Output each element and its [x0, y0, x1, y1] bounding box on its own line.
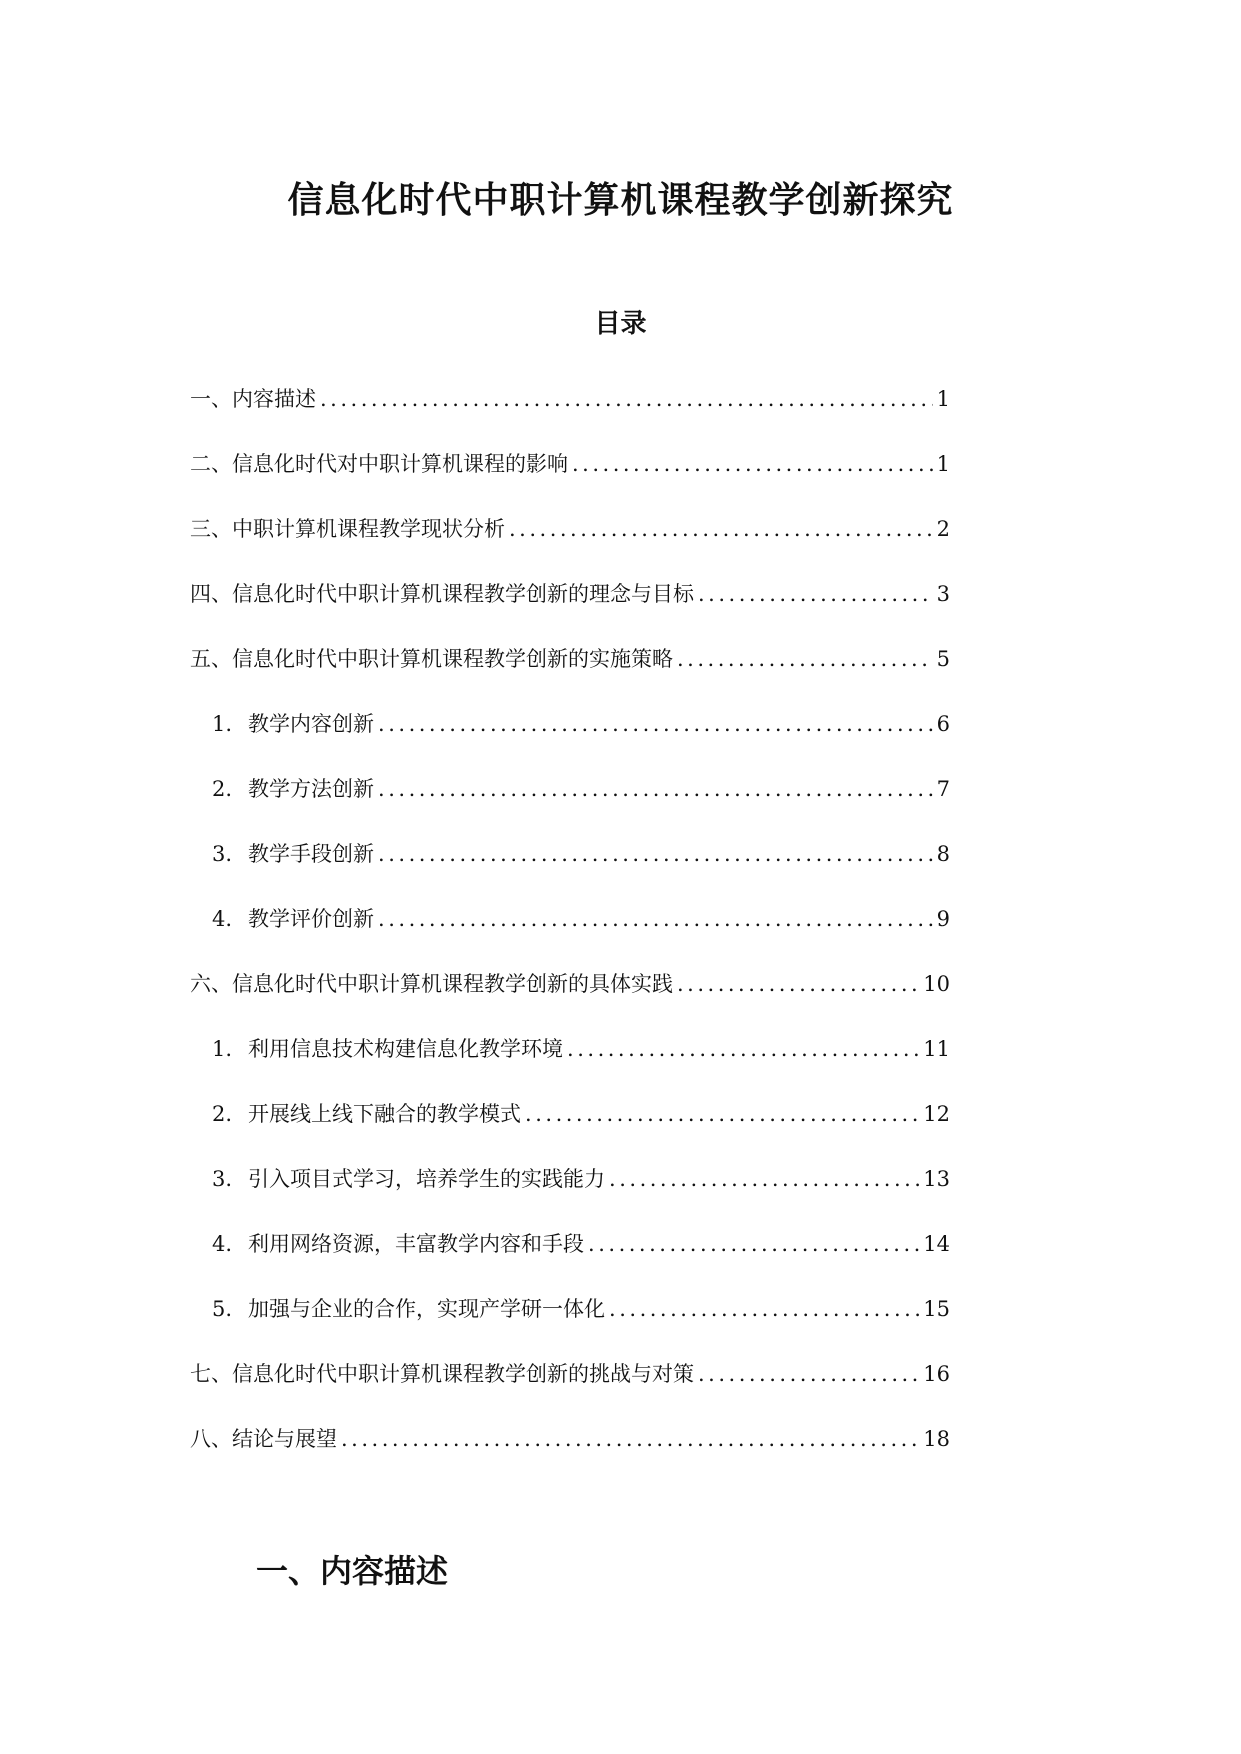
toc-entry-label: 教学评价创新 [248, 907, 375, 931]
toc-subentry[interactable] [190, 1100, 950, 1165]
toc-leader-dots [378, 710, 933, 738]
toc-entry-label: 加强与企业的合作，实现产学研一体化 [248, 1297, 606, 1321]
toc-entry-label: 二、信息化时代对中职计算机课程的影响 [190, 452, 568, 476]
toc-leader-dots [320, 385, 933, 413]
toc-entry[interactable] [190, 515, 950, 580]
toc-page-number: 15 [923, 1297, 950, 1321]
toc-leader-dots [588, 1230, 919, 1258]
toc-entry-label: 四、信息化时代中职计算机课程教学创新的理念与目标 [190, 582, 694, 606]
toc-page-number: 10 [923, 972, 950, 996]
toc-page-number: 5 [936, 647, 950, 671]
toc-subentry[interactable] [190, 840, 950, 905]
toc-page-number: 2 [936, 517, 950, 541]
toc-subentry-number: 4. [212, 1232, 233, 1256]
toc-page-number: 16 [923, 1362, 950, 1386]
toc-leader-dots [567, 1035, 919, 1063]
toc-subentry[interactable] [190, 710, 950, 775]
toc-entry-label: 一、内容描述 [190, 387, 316, 411]
table-of-contents [190, 385, 950, 1490]
toc-entry-label: 三、中职计算机课程教学现状分析 [190, 517, 505, 541]
toc-entry-label: 七、信息化时代中职计算机课程教学创新的挑战与对策 [190, 1362, 694, 1386]
toc-page-number: 12 [923, 1102, 950, 1126]
toc-entry[interactable] [190, 970, 950, 1035]
toc-subentry[interactable] [190, 1035, 950, 1100]
toc-entry-label: 利用网络资源，丰富教学内容和手段 [248, 1232, 585, 1256]
toc-page-number: 1 [936, 452, 950, 476]
toc-subentry-number: 4. [212, 907, 233, 931]
toc-leader-dots [698, 1360, 919, 1388]
toc-entry[interactable] [190, 1360, 950, 1425]
toc-subentry-number: 3. [212, 842, 233, 866]
toc-subentry[interactable] [190, 1165, 950, 1230]
toc-leader-dots [341, 1425, 919, 1453]
toc-subentry-number: 2. [212, 1102, 233, 1126]
toc-page-number: 11 [923, 1037, 950, 1061]
toc-subentry[interactable] [190, 1230, 950, 1295]
toc-leader-dots [677, 970, 919, 998]
toc-leader-dots [378, 905, 933, 933]
toc-page-number: 8 [936, 842, 950, 866]
toc-entry-label: 五、信息化时代中职计算机课程教学创新的实施策略 [190, 647, 673, 671]
toc-leader-dots [378, 775, 933, 803]
toc-subentry[interactable] [190, 905, 950, 970]
toc-leader-dots [509, 515, 933, 543]
toc-entry[interactable] [190, 385, 950, 450]
toc-subentry-number: 2. [212, 777, 233, 801]
toc-page-number: 18 [923, 1427, 950, 1451]
toc-entry[interactable] [190, 580, 950, 645]
toc-entry[interactable] [190, 645, 950, 710]
toc-page-number: 7 [936, 777, 950, 801]
toc-leader-dots [677, 645, 933, 673]
toc-entry-label: 引入项目式学习，培养学生的实践能力 [248, 1167, 606, 1191]
toc-entry-label: 教学内容创新 [248, 712, 375, 736]
toc-subentry-number: 3. [212, 1167, 233, 1191]
toc-page-number: 6 [936, 712, 950, 736]
toc-entry-label: 利用信息技术构建信息化教学环境 [248, 1037, 564, 1061]
toc-entry-label: 六、信息化时代中职计算机课程教学创新的具体实践 [190, 972, 673, 996]
toc-entry[interactable] [190, 1425, 950, 1490]
toc-entry-label: 八、结论与展望 [190, 1427, 337, 1451]
toc-entry-label: 教学手段创新 [248, 842, 375, 866]
toc-leader-dots [609, 1295, 919, 1323]
toc-leader-dots [572, 450, 933, 478]
toc-page-number: 3 [936, 582, 950, 606]
toc-leader-dots [378, 840, 933, 868]
toc-subentry-number: 1. [212, 1037, 233, 1061]
toc-page-number: 13 [923, 1167, 950, 1191]
toc-page-number: 9 [936, 907, 950, 931]
toc-entry-label: 开展线上线下融合的教学模式 [248, 1102, 522, 1126]
toc-page-number: 14 [923, 1232, 950, 1256]
section-heading: 一、内容描述 [256, 1551, 449, 1590]
toc-leader-dots [698, 580, 933, 608]
toc-leader-dots [525, 1100, 919, 1128]
toc-subentry[interactable] [190, 775, 950, 840]
toc-heading: 目录 [594, 308, 647, 339]
toc-entry[interactable] [190, 450, 950, 515]
toc-subentry[interactable] [190, 1295, 950, 1360]
document-title: 信息化时代中职计算机课程教学创新探究 [287, 180, 954, 222]
toc-entry-label: 教学方法创新 [248, 777, 375, 801]
toc-page-number: 1 [936, 387, 950, 411]
toc-subentry-number: 1. [212, 712, 233, 736]
toc-subentry-number: 5. [212, 1297, 233, 1321]
toc-leader-dots [609, 1165, 919, 1193]
